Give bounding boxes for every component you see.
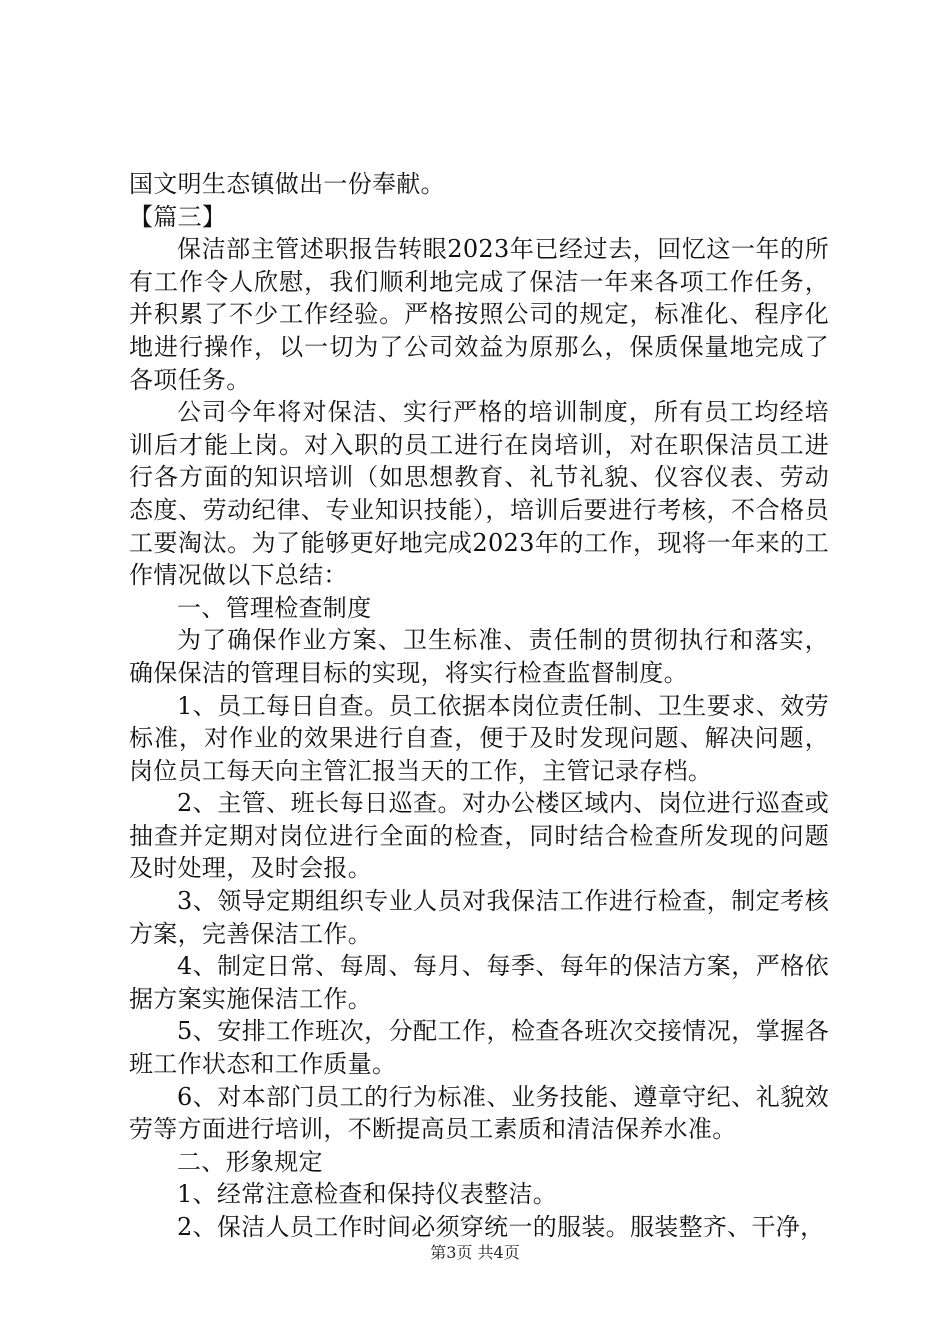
list-item-4: 4、制定日常、每周、每月、每季、每年的保洁方案，严格依据方案实施保洁工作。 [129, 952, 829, 1013]
list-item-1: 1、员工每日自查。员工依据本岗位责任制、卫生要求、效劳标准，对作业的效果进行自查，便于及时发现问题、解决问题，岗位员工每天向主管汇报当天的工作，主管记录存档。 [129, 691, 829, 785]
paragraph-continuation: 国文明生态镇做出一份奉献。 [129, 170, 445, 198]
page-footer [0, 1240, 950, 1263]
image-rule-2: 2、保洁人员工作时间必须穿统一的服装。服装整齐、干净， [177, 1213, 825, 1241]
document-body [129, 168, 829, 1244]
image-rule-1: 1、经常注意检查和保持仪表整洁。 [177, 1180, 558, 1209]
paragraph-training: 公司今年将对保洁、实行严格的培训制度，所有员工均经培训后才能上岗。对入职的员工进行在岗培训，对在职保洁员工进行各方面的知识培训（如思想教育、礼节礼貌、仪容仪表、劳动态度、劳动纪律、专业知识技能），培训后要进行考核，不合格员工要淘汰。为了能够更好地完成2023年的工作，现将一年来的工作情况做以下总结： [129, 398, 829, 590]
page-number-label: 第3页 共4页 [430, 1243, 520, 1262]
section-heading-pian-san: 【篇三】 [129, 202, 227, 231]
heading-image-rules: 二、形象规定 [177, 1147, 323, 1176]
list-item-5: 5、安排工作班次，分配工作，检查各班次交接情况，掌握各班工作状态和工作质量。 [129, 1017, 829, 1079]
list-item-2: 2、主管、班长每日巡查。对办公楼区域内、岗位进行巡查或抽查并定期对岗位进行全面的检查，同时结合检查所发现的问题及时处理，及时会报。 [129, 789, 829, 883]
list-item-3: 3、领导定期组织专业人员对我保洁工作进行检查，制定考核方案，完善保洁工作。 [129, 887, 829, 948]
heading-management-inspection: 一、管理检查制度 [177, 593, 372, 622]
paragraph-inspection-purpose: 为了确保作业方案、卫生标准、责任制的贯彻执行和落实，确保保洁的管理目标的实现，将实行检查监督制度。 [129, 626, 829, 687]
list-item-6: 6、对本部门员工的行为标准、业务技能、遵章守纪、礼貌效劳等方面进行培训，不断提高员工素质和清洁保养水准。 [129, 1082, 829, 1144]
paragraph-intro: 保洁部主管述职报告转眼2023年已经过去，回忆这一年的所有工作令人欣慰，我们顺利地完成了保洁一年来各项工作任务，并积累了不少工作经验。严格按照公司的规定，标准化、程序化地进行操作，以一切为了公司效益为原那么，保质保量地完成了各项任务。 [129, 235, 829, 394]
